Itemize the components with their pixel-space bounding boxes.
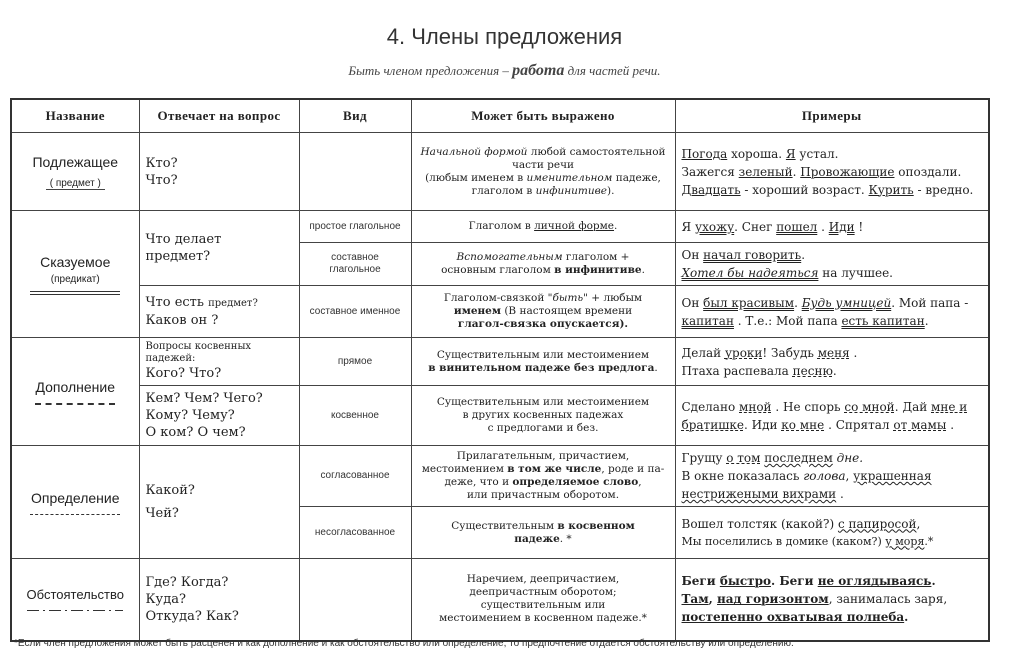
attribute-wavy-line (30, 514, 120, 515)
adverbial-ex-text-3: . (931, 574, 936, 589)
subtitle-text: Быть членом предложения – (348, 63, 513, 78)
object-ex2-text-3: . Дай (894, 399, 932, 414)
object-question-cell-2 (139, 386, 299, 446)
attribute-ex2-text-3: Мы поселились в домике (каком?) (681, 534, 886, 548)
predicate-subname: (предикат) (50, 273, 100, 285)
header-expression: Может быть выражено (411, 99, 675, 133)
attribute-expression-1 (411, 446, 675, 507)
adverbial-ex-line-3 (682, 608, 983, 626)
page-subtitle (0, 62, 1009, 80)
predicate-ex3-text-3: . Мой папа - (891, 295, 969, 310)
object-ex1-text-3: . (849, 345, 858, 360)
object-expr2-text: Существительным или местоимением (436, 396, 650, 408)
attribute-examples-2 (675, 507, 989, 559)
subject-ex-text: хороша. (727, 146, 786, 161)
subject-example-line-3 (682, 181, 983, 199)
subject-kind-cell (299, 133, 411, 211)
subject-ex-text-7: - вредно. (913, 182, 974, 197)
attribute-expr2-end: . * (559, 532, 572, 545)
subject-ex-word-5: Двадцать (681, 182, 741, 197)
object-ex1-word: уроки (724, 345, 763, 360)
attribute-expr1-text-2: местоимением (421, 463, 508, 475)
subject-expr-nominative: именительном (526, 171, 613, 184)
predicate-expr3-noun: именем (453, 305, 501, 317)
predicate-expression-1 (411, 211, 675, 243)
predicate-expr2-infinitive: в инфинитиве (554, 264, 642, 276)
adverbial-question-1: Где? Когда? (145, 574, 229, 590)
attribute-expr2-oblique: в косвенном (557, 519, 635, 532)
predicate-expr3-byt: быть (552, 292, 584, 304)
predicate-examples-2 (675, 243, 989, 286)
subject-ex-text-5: опоздали. (894, 164, 962, 179)
predicate-question-3 (146, 294, 293, 312)
object-ex2-word-5: ко мне (781, 417, 825, 432)
attribute-question-1: Какой? (145, 483, 195, 498)
object-ex2-text-5: . Спрятал (824, 417, 894, 432)
object-ex1-text-4: Птаха распевала (681, 363, 793, 378)
adverbial-ex-text-5: , занималась заря, (828, 592, 948, 607)
table-row-predicate-1 (11, 211, 989, 243)
object-question-2: Кем? Чем? Чего? (145, 391, 263, 406)
predicate-ex3-word: был красивым (703, 295, 795, 310)
table-row-object-2 (11, 386, 989, 446)
attribute-ex2-text: Вошел толстяк (какой?) (681, 516, 838, 531)
subject-ex-word-4: Провожающие (800, 164, 895, 179)
predicate-ex1-text-2: . Снег (734, 219, 777, 234)
attribute-ex2-text-2: , (916, 516, 921, 531)
object-question-1: Кого? Что? (145, 366, 222, 381)
predicate-examples-1 (675, 211, 989, 243)
attribute-expr1-text-3: , роде и па- (601, 463, 665, 475)
predicate-ex2-word: начал говорить (703, 248, 802, 262)
adverbial-name: Обстоятельство (26, 587, 124, 603)
attribute-expr2-case: падеже (514, 532, 560, 545)
adverbial-ex-text-2: . Беги (771, 574, 818, 589)
attribute-ex1-text-5: , (845, 469, 854, 483)
subject-ex-text-6: - хороший возраст. (740, 182, 869, 197)
attribute-ex1-text-6: . (836, 487, 844, 501)
predicate-examples-3 (675, 286, 989, 338)
predicate-expr3-text-2: " + любым (583, 292, 643, 304)
attribute-ex2-word: с папиросой (837, 516, 917, 531)
predicate-expr2-auxiliary: Вспомогательным (456, 251, 563, 263)
adverbial-dash-dot-line (27, 610, 123, 611)
subject-ex-text-4: . (792, 164, 801, 179)
predicate-ex1-text-4: ! (854, 219, 864, 234)
predicate-ex3-word-4: есть капитан (841, 313, 925, 328)
attribute-ex1-word-5: нестрижеными вихрами (681, 487, 837, 501)
predicate-double-line-2 (30, 294, 120, 295)
attribute-kind-2: несогласованное (299, 507, 411, 559)
object-ex2-text-2: . Не спорь (771, 399, 845, 414)
predicate-ex2-text-2: . (801, 248, 806, 262)
subject-subname (18, 178, 133, 189)
object-expr1-accusative: в винительном падеже без предлога (428, 361, 655, 374)
adverbial-ex-line-1 (682, 572, 983, 590)
object-ex2-word-3: мне и (931, 399, 968, 414)
object-ex2-word-2: со мной (844, 399, 895, 414)
adverbial-ex-word-3: Там (681, 592, 709, 607)
subject-name: Подлежащее (32, 154, 119, 170)
predicate-ex1-text: Я (681, 219, 696, 234)
adverbial-ex-text-4: , (708, 592, 717, 607)
object-dashed-line (35, 403, 115, 405)
object-expression-2 (411, 386, 675, 446)
header-name: Название (11, 99, 139, 133)
object-expr2-text-2: в других косвенных падежах (462, 409, 624, 421)
subject-ex-text-2: устал. (795, 146, 839, 161)
predicate-question-3-small: предмет? (208, 298, 258, 309)
predicate-double-line (30, 291, 120, 292)
adverbial-expr-text-2: деепричастным оборотом; (469, 586, 617, 599)
subject-expression-cell (411, 133, 675, 211)
predicate-ex3-line-2 (682, 312, 983, 330)
adverbial-ex-text: Беги (681, 574, 720, 589)
attribute-ex1-word: о том (726, 451, 761, 465)
attribute-expr2-text: Существительным (451, 519, 558, 532)
subject-subname-text: ( предмет ) (46, 178, 105, 190)
predicate-ex3-word-3: капитан (681, 313, 734, 328)
attribute-expr1-same-number: в том же числе (507, 463, 602, 475)
attribute-ex1-line-3 (682, 485, 983, 503)
attribute-ex2-word-2: у моря (885, 534, 925, 548)
subject-ex-text-3: Зажегся (681, 164, 739, 179)
predicate-ex3-word-2: Будь умницей (801, 295, 892, 310)
object-kind-2: косвенное (299, 386, 411, 446)
subject-example-line-1 (682, 145, 983, 163)
object-ex2-word-6: от мамы (893, 417, 947, 432)
attribute-ex1-text-3: дне. (832, 451, 864, 465)
table-row-adverbial (11, 559, 989, 641)
attribute-examples-1 (675, 446, 989, 507)
attribute-name: Определение (30, 489, 120, 506)
subject-question-1: Кто? (145, 155, 178, 171)
subject-expr-text-2: (любым именем в (425, 171, 527, 184)
predicate-expr1-end: . (614, 220, 618, 232)
attribute-ex1-word-3: голова (803, 469, 846, 483)
predicate-question-1: Что делает (145, 232, 222, 247)
object-question-cell-1 (139, 338, 299, 386)
predicate-ex2-word-2: Хотел бы надеяться (681, 266, 819, 280)
subject-ex-word-3: зеленый (738, 164, 793, 179)
table-row-subject (11, 133, 989, 211)
adverbial-ex-word-5: постепенно охватывая полнеба (681, 610, 905, 625)
subject-question-cell (139, 133, 299, 211)
subtitle-bold: работа (512, 62, 565, 79)
object-ex1-text: Делай (681, 345, 725, 360)
attribute-ex2-line-1 (682, 515, 983, 533)
attribute-expr1-text-4: деже, что и (444, 476, 513, 488)
subject-expr-text-3: падеже, глаголом в (471, 171, 661, 197)
adverbial-expr-text-3: существительным или (480, 599, 606, 612)
subject-name-cell (11, 133, 139, 211)
object-examples-1 (675, 338, 989, 386)
subject-question-2: Что? (145, 172, 178, 188)
adverbial-ex-line-2 (682, 590, 983, 608)
attribute-expr1-text-6: или причастным оборотом. (466, 489, 620, 501)
adverbial-examples-cell (675, 559, 989, 641)
table-row-object-1 (11, 338, 989, 386)
adverbial-ex-text-6: . (904, 610, 909, 625)
header-question: Отвечает на вопрос (139, 99, 299, 133)
attribute-ex2-line-2 (682, 533, 983, 551)
attribute-kind-1: согласованное (299, 446, 411, 507)
object-kind-1: прямое (299, 338, 411, 386)
object-ex2-line-2 (682, 416, 983, 434)
subject-example-line-2 (682, 163, 983, 181)
predicate-question-2: предмет? (145, 249, 211, 264)
predicate-expression-2 (411, 243, 675, 286)
predicate-ex2-text: Он (681, 248, 704, 262)
predicate-ex1-text-3: . (817, 219, 829, 234)
predicate-expr2-text: глаголом + (562, 251, 630, 263)
sentence-members-table (10, 98, 990, 642)
object-ex2-line-1 (682, 398, 983, 416)
predicate-ex3-line-1 (682, 294, 983, 312)
page-title: 4. Члены предложения (386, 24, 623, 49)
table-header-row (11, 99, 989, 133)
predicate-question-3-text: Что есть (145, 295, 209, 310)
attribute-expression-2 (411, 507, 675, 559)
predicate-question-cell-2 (139, 286, 299, 338)
object-question-3: Кому? Чему? (145, 408, 235, 423)
header-examples: Примеры (675, 99, 989, 133)
subject-expr-text-4: ). (606, 184, 615, 197)
object-name-cell (11, 338, 139, 446)
predicate-expr3-text: Глаголом-связкой " (443, 292, 553, 304)
predicate-name: Сказуемое (40, 253, 111, 270)
attribute-ex1-word-4: украшенная (853, 469, 932, 483)
object-examples-2 (675, 386, 989, 446)
attribute-name-cell (11, 446, 139, 559)
attribute-ex2-text-4: .* (924, 534, 934, 548)
attribute-ex1-word-2: последнем (764, 451, 833, 465)
object-name: Дополнение (35, 378, 115, 395)
predicate-ex2-line-2 (682, 264, 983, 282)
predicate-ex2-text-3: на лучшее. (818, 266, 893, 280)
predicate-ex3-text: Он (681, 295, 704, 310)
adverbial-question-3: Откуда? Как? (145, 608, 239, 624)
subject-ex-word-6: Курить (868, 182, 914, 197)
predicate-kind-3: составное именное (299, 286, 411, 338)
object-ex2-text: Сделано (681, 399, 739, 414)
predicate-expr1-text: Глаголом в (468, 220, 535, 232)
object-ex1-line-1 (682, 344, 983, 362)
predicate-ex3-text-4: . Т.е.: Мой папа (733, 313, 842, 328)
predicate-ex1-word-2: пошел (776, 219, 818, 234)
object-ex1-word-3: песню (792, 363, 833, 378)
attribute-expr1-text: Прилагательным, причастием, (456, 450, 630, 462)
attribute-ex1-text-4: В окне показалась (681, 469, 804, 483)
object-question-header: Вопросы косвенных падежей: (145, 341, 252, 364)
predicate-expression-3 (411, 286, 675, 338)
predicate-ex3-text-5: . (924, 313, 929, 328)
predicate-ex1-word-3: Иди (828, 219, 855, 234)
subject-expr-initial-form: Начальной формой (420, 145, 528, 158)
attribute-ex1-line-2 (682, 467, 983, 485)
adverbial-ex-word: быстро (719, 574, 771, 589)
object-expr2-text-3: с предлогами и без. (487, 422, 599, 434)
object-expr1-text: Существительным или местоимением (436, 348, 650, 361)
object-ex1-word-2: меня (817, 345, 850, 360)
footnote: *Если член предложения может быть расценен и как дополнение и как обстоятельство или определение, то предпочтение отдается обстоятельству или определению. (14, 638, 794, 649)
adverbial-question-2: Куда? (145, 591, 186, 607)
predicate-expr2-text-2: основным глаголом (441, 264, 555, 276)
predicate-expr3-note: глагол-связка опускается). (457, 318, 629, 330)
predicate-question-cell-1 (139, 211, 299, 286)
predicate-ex1-word: ухожу (695, 219, 735, 234)
predicate-expr3-text-3: (В настоящем времени (500, 305, 633, 317)
predicate-name-cell (11, 211, 139, 338)
adverbial-kind-cell (299, 559, 411, 641)
predicate-kind-1: простое глагольное (299, 211, 411, 243)
subject-expr-infinitive: инфинитиве (535, 184, 607, 197)
subtitle-text-end: для частей речи. (564, 63, 661, 78)
table-row-attribute-1 (11, 446, 989, 507)
object-ex1-line-2 (682, 362, 983, 380)
object-ex2-word: мной (739, 399, 772, 414)
subject-examples-cell (675, 133, 989, 211)
attribute-question-2: Чей? (145, 506, 179, 521)
subject-ex-word-2: Я (785, 146, 796, 161)
attribute-ex1-text: Грущу (681, 451, 727, 465)
adverbial-ex-word-2: не оглядываясь (817, 574, 932, 589)
object-question-4: О ком? О чем? (145, 425, 246, 440)
object-expression-1 (411, 338, 675, 386)
predicate-kind-2: составное глагольное (299, 243, 411, 286)
object-ex1-text-2: ! Забудь (762, 345, 818, 360)
table-row-predicate-3 (11, 286, 989, 338)
adverbial-expression-cell (411, 559, 675, 641)
predicate-ex3-text-2: . (794, 295, 802, 310)
object-ex1-text-5: . (832, 363, 837, 378)
object-ex2-text-6: . (946, 417, 955, 432)
object-ex2-text-4: . Иди (743, 417, 782, 432)
object-expr1-end: . (654, 361, 658, 374)
subject-ex-word: Погода (681, 146, 728, 161)
adverbial-name-cell (11, 559, 139, 641)
adverbial-ex-word-4: над горизонтом (717, 592, 829, 607)
adverbial-expr-text: Наречием, деепричастием, (466, 573, 620, 586)
adverbial-question-cell (139, 559, 299, 641)
predicate-expr2-end: . (641, 264, 645, 276)
header-kind: Вид (299, 99, 411, 133)
object-ex2-word-4: братишке (681, 417, 744, 432)
attribute-question-cell (139, 446, 299, 559)
attribute-expr1-text-5: , (638, 476, 642, 488)
subject-expr-text: любой самостоятельной части речи (511, 145, 666, 171)
predicate-expr1-personal-form: личной форме (534, 220, 615, 232)
attribute-ex1-line-1 (682, 449, 983, 467)
attribute-expr1-defined-word: определяемое слово (512, 476, 639, 488)
predicate-ex2-line-1 (682, 246, 983, 264)
predicate-question-4: Каков он ? (145, 313, 219, 328)
adverbial-expr-text-4: местоимением в косвенном падеже.* (439, 612, 647, 625)
